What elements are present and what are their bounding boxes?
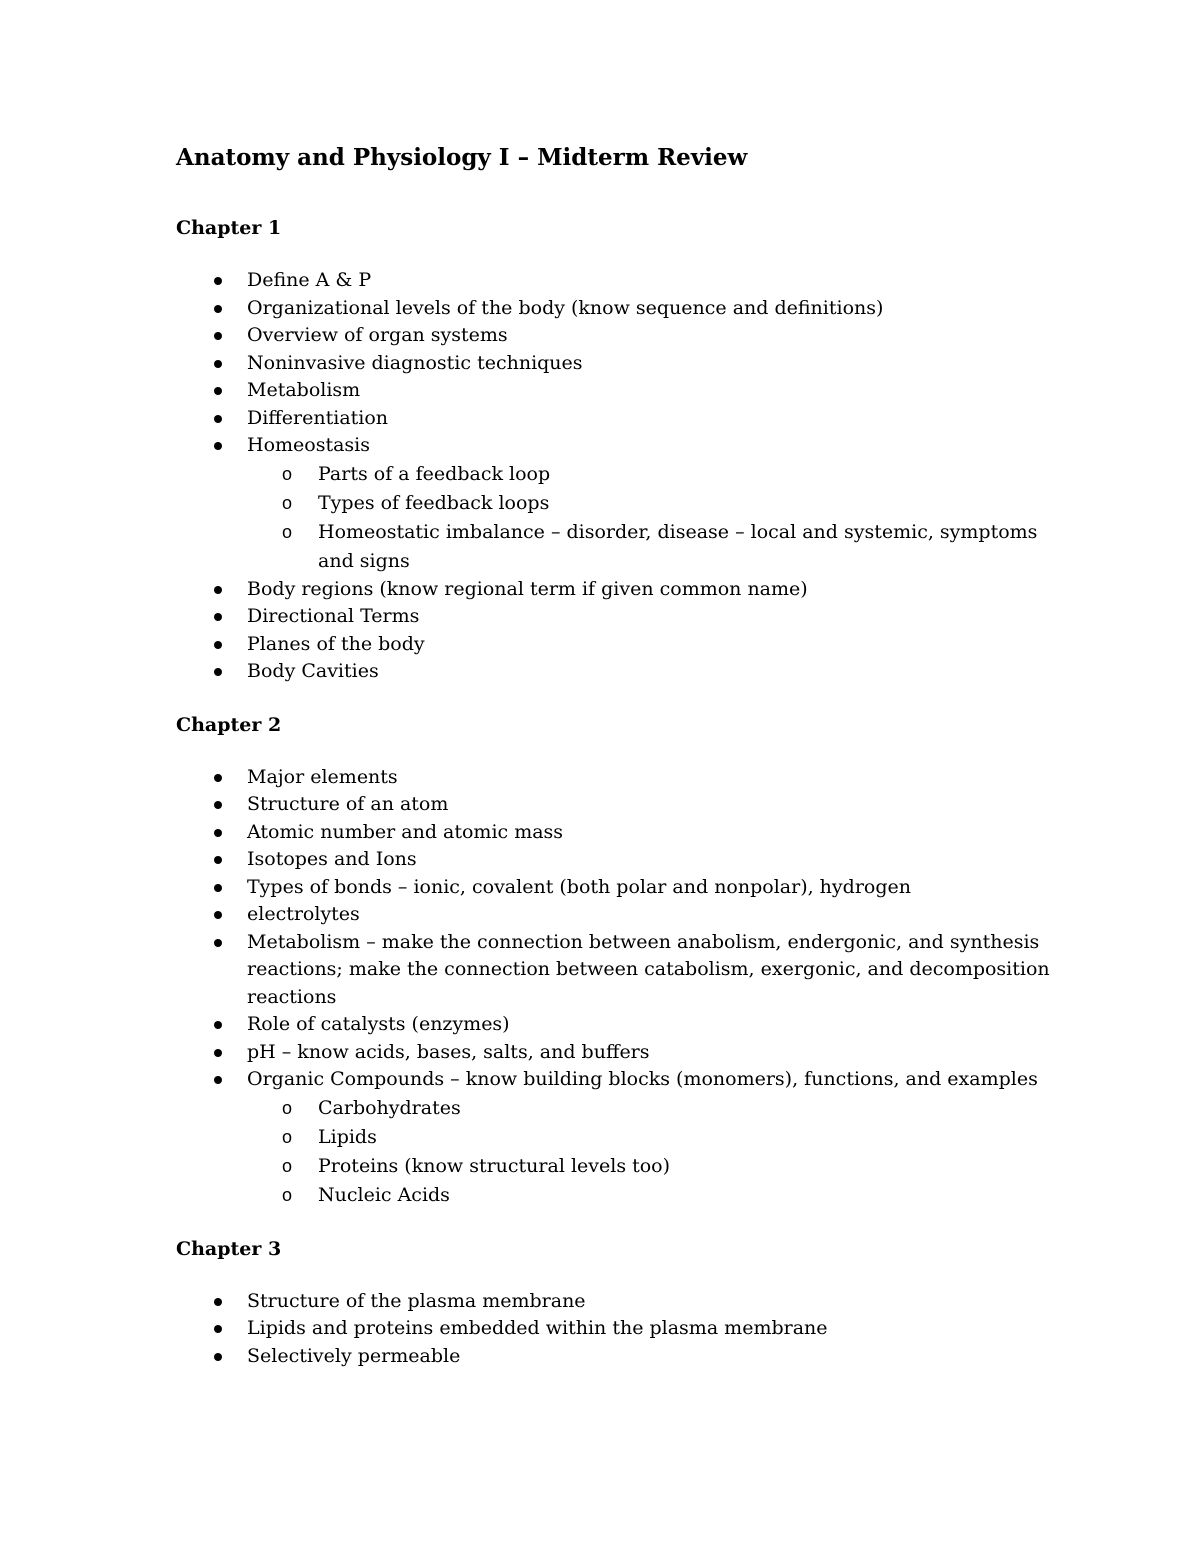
circle-bullet-icon: o — [282, 521, 293, 542]
list-item-text: Directional Terms — [247, 605, 420, 627]
list-item-text: Types of bonds – ionic, covalent (both polar and nonpolar), hydrogen — [247, 875, 911, 898]
list-item — [176, 901, 1056, 929]
list-item-text: Organizational levels of the body (know sequence and definitions) — [247, 296, 884, 319]
list-item-text: Isotopes and Ions — [247, 848, 417, 870]
bullet-icon — [214, 774, 222, 782]
list-item — [176, 603, 1056, 631]
list-item — [176, 432, 1056, 576]
list-item-text: Role of catalysts (enzymes) — [247, 1013, 510, 1035]
list-item — [176, 377, 1056, 405]
bullet-icon — [214, 360, 222, 368]
sub-list — [247, 1094, 1056, 1210]
circle-bullet-icon: o — [282, 1097, 293, 1118]
chapter-section — [176, 212, 1056, 686]
list-item — [176, 1011, 1056, 1039]
list-item-text: Overview of organ systems — [247, 324, 508, 346]
list-item-text: Structure of an atom — [247, 793, 449, 815]
bullet-icon — [214, 332, 222, 340]
bullet-list — [176, 1288, 1056, 1371]
list-item — [176, 874, 1056, 902]
list-item — [176, 267, 1056, 295]
circle-bullet-icon: o — [282, 1155, 293, 1176]
bullet-icon — [214, 305, 222, 313]
list-item — [176, 295, 1056, 323]
list-item — [176, 791, 1056, 819]
bullet-icon — [214, 1021, 222, 1029]
circle-bullet-icon: o — [282, 1184, 293, 1205]
sub-list-item-text: Parts of a feedback loop — [318, 462, 551, 485]
list-item — [176, 1066, 1056, 1210]
bullet-icon — [214, 1325, 222, 1333]
sub-list-item-text: Carbohydrates — [318, 1096, 461, 1119]
list-item — [176, 658, 1056, 686]
sub-list-item — [247, 460, 1056, 489]
list-item-text: Planes of the body — [247, 632, 425, 655]
list-item — [176, 1288, 1056, 1316]
bullet-icon — [214, 801, 222, 809]
bullet-icon — [214, 1353, 222, 1361]
list-item-text: Define A & P — [247, 269, 372, 291]
bullet-icon — [214, 277, 222, 285]
bullet-list — [176, 764, 1056, 1210]
chapters-container — [176, 212, 1056, 1370]
bullet-icon — [214, 387, 222, 395]
sub-list-item-text: Homeostatic imbalance – disorder, disease – local and systemic, symptoms and signs — [318, 520, 1038, 572]
bullet-icon — [214, 415, 222, 423]
sub-list-item — [247, 1152, 1056, 1181]
list-item-text: Body regions (know regional term if given common name) — [247, 577, 808, 600]
circle-bullet-icon: o — [282, 1126, 293, 1147]
bullet-icon — [214, 1298, 222, 1306]
list-item-text: Structure of the plasma membrane — [247, 1289, 586, 1312]
list-item — [176, 764, 1056, 792]
list-item — [176, 1039, 1056, 1067]
bullet-icon — [214, 442, 222, 450]
bullet-list — [176, 267, 1056, 686]
circle-bullet-icon: o — [282, 492, 293, 513]
list-item — [176, 1343, 1056, 1371]
list-item-text: Atomic number and atomic mass — [247, 820, 564, 843]
bullet-icon — [214, 829, 222, 837]
list-item — [176, 322, 1056, 350]
list-item-text: Noninvasive diagnostic techniques — [247, 351, 583, 374]
bullet-icon — [214, 1076, 222, 1084]
list-item-text: Metabolism — [247, 379, 361, 401]
list-item-text: Body Cavities — [247, 660, 379, 682]
list-item — [176, 631, 1056, 659]
list-item-text: electrolytes — [247, 903, 360, 925]
bullet-icon — [214, 613, 222, 621]
bullet-icon — [214, 668, 222, 676]
list-item — [176, 576, 1056, 604]
chapter-section — [176, 1233, 1056, 1371]
circle-bullet-icon: o — [282, 463, 293, 484]
chapter-heading: Chapter 3 — [176, 1237, 282, 1260]
list-item — [176, 405, 1056, 433]
bullet-icon — [214, 641, 222, 649]
list-item-text: Lipids and proteins embedded within the plasma membrane — [247, 1317, 828, 1339]
list-item-text: Selectively permeable — [247, 1344, 461, 1367]
list-item-text: pH – know acids, bases, salts, and buffers — [247, 1040, 650, 1063]
sub-list-item — [247, 1181, 1056, 1210]
list-item-text: Differentiation — [247, 406, 389, 429]
document-title: Anatomy and Physiology I – Midterm Review — [176, 144, 748, 171]
bullet-icon — [214, 586, 222, 594]
sub-list-item-text: Proteins (know structural levels too) — [318, 1154, 671, 1177]
sub-list-item-text: Lipids — [318, 1125, 377, 1148]
bullet-icon — [214, 911, 222, 919]
list-item-text: Organic Compounds – know building blocks (monomers), functions, and examples — [247, 1068, 1038, 1090]
sub-list-item-text: Nucleic Acids — [318, 1183, 450, 1206]
document-page — [176, 138, 1056, 1370]
chapter-section — [176, 709, 1056, 1210]
list-item — [176, 1315, 1056, 1343]
bullet-icon — [214, 939, 222, 947]
list-item-text: Metabolism – make the connection between anabolism, endergonic, and synthesis reactions; make the connection between catabolism, exergonic, and decomposition reactions — [247, 930, 1050, 1008]
sub-list — [247, 460, 1056, 576]
sub-list-item — [247, 1094, 1056, 1123]
sub-list-item — [247, 489, 1056, 518]
sub-list-item-text: Types of feedback loops — [318, 491, 550, 514]
list-item — [176, 929, 1056, 1012]
list-item-text: Major elements — [247, 765, 398, 788]
chapter-heading: Chapter 2 — [176, 713, 282, 736]
list-item — [176, 350, 1056, 378]
sub-list-item — [247, 518, 1056, 576]
sub-list-item — [247, 1123, 1056, 1152]
bullet-icon — [214, 856, 222, 864]
list-item-text: Homeostasis — [247, 434, 370, 456]
list-item — [176, 846, 1056, 874]
bullet-icon — [214, 884, 222, 892]
bullet-icon — [214, 1049, 222, 1057]
list-item — [176, 819, 1056, 847]
chapter-heading: Chapter 1 — [176, 217, 282, 239]
